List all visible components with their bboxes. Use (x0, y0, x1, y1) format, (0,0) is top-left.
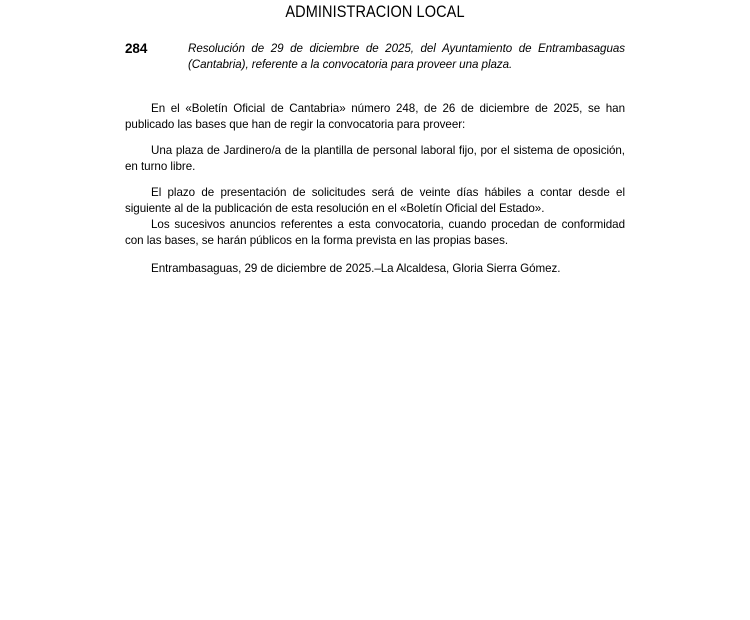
body-paragraph: Una plaza de Jardinero/a de la plantilla de personal laboral fijo, por el sistema de oposición, en turno libre. (125, 143, 625, 174)
article-body (125, 101, 625, 277)
article-epigraph: Resolución de 29 de diciembre de 2025, del Ayuntamiento de Entrambasaguas (Cantabria), referente a la convocatoria para proveer una plaza. (188, 42, 625, 71)
body-paragraph: En el «Boletín Oficial de Cantabria» número 248, de 26 de diciembre de 2025, se han publicado las bases que han de regir la convocatoria para proveer: (125, 102, 625, 132)
signature-line: Entrambasaguas, 29 de diciembre de 2025.–La Alcaldesa, Gloria Sierra Gómez. (151, 261, 561, 275)
body-paragraph: Los sucesivos anuncios referentes a esta convocatoria, cuando procedan de conformidad con las bases, se harán públicos en la forma prevista en las propias bases. (125, 218, 625, 248)
section-title: ADMINISTRACION LOCAL (285, 3, 465, 21)
article-header (125, 41, 625, 72)
body-paragraph: El plazo de presentación de solicitudes será de veinte días hábiles a contar desde el siguiente al de la publicación de esta resolución en el «Boletín Oficial del Estado». (125, 185, 625, 216)
article-number: 284 (125, 41, 148, 56)
